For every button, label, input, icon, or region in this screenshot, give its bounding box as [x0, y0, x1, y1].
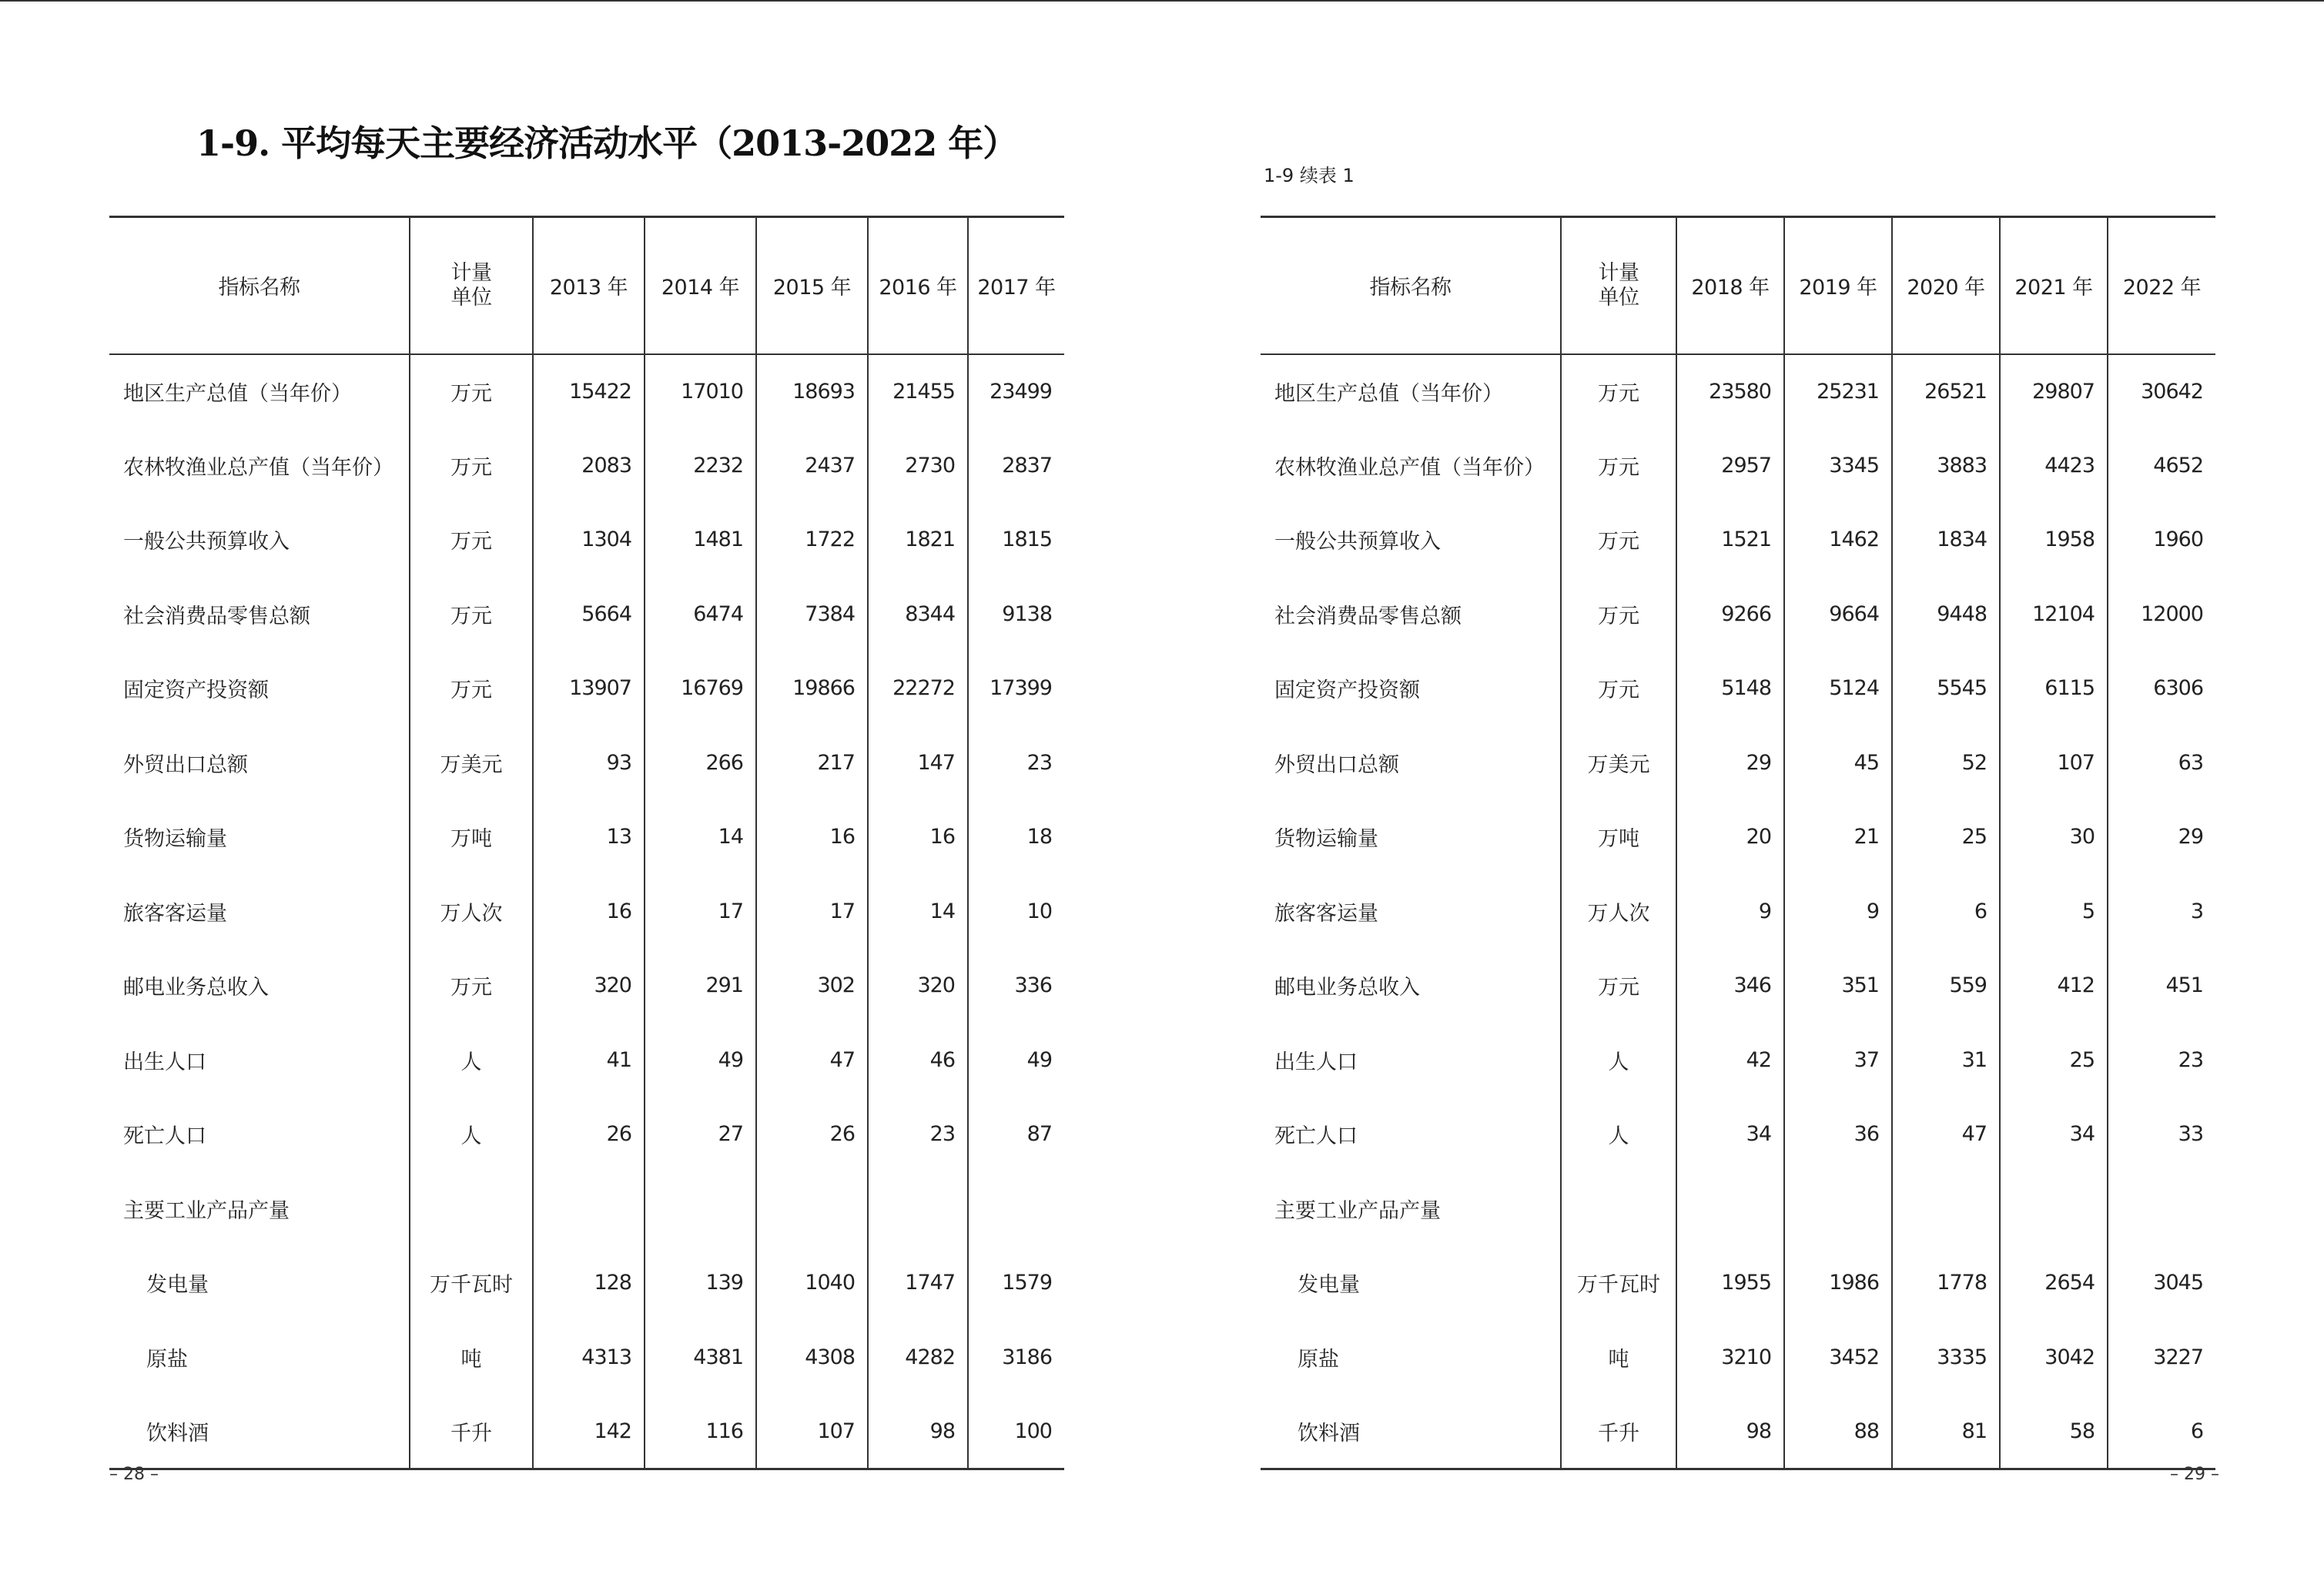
value-cell: 1722: [756, 503, 868, 578]
value-cell: 34: [2000, 1097, 2108, 1172]
value-cell: 13907: [533, 652, 645, 726]
unit-cell: 万元: [1561, 354, 1676, 429]
table-row: [1261, 1246, 2215, 1321]
value-cell: 346: [1676, 949, 1784, 1023]
value-cell: 49: [645, 1023, 756, 1097]
value-cell: 42: [1676, 1023, 1784, 1097]
value-cell: 29: [2108, 800, 2215, 875]
value-cell: [1784, 1171, 1892, 1246]
unit-cell: 万元: [1561, 949, 1676, 1023]
value-cell: 4313: [533, 1320, 645, 1395]
header-unit-line1: 计量: [1598, 260, 1639, 285]
value-cell: [533, 1171, 645, 1246]
table-row: [109, 428, 1064, 503]
value-cell: 49: [968, 1023, 1064, 1097]
value-cell: 26: [533, 1097, 645, 1172]
value-cell: 5124: [1784, 652, 1892, 726]
table-row: [1261, 800, 2215, 875]
value-cell: [756, 1171, 868, 1246]
value-cell: 320: [868, 949, 968, 1023]
value-cell: 34: [1676, 1097, 1784, 1172]
table-header-row: [1261, 217, 2215, 354]
value-cell: 2437: [756, 428, 868, 503]
value-cell: 13: [533, 800, 645, 875]
value-cell: 98: [868, 1395, 968, 1469]
indicator-name-cell: 死亡人口: [123, 1124, 206, 1149]
unit-cell: 万元: [410, 354, 533, 429]
value-cell: 16: [533, 874, 645, 949]
value-cell: 147: [868, 725, 968, 800]
indicator-name-cell: 发电量: [146, 1273, 209, 1298]
unit-cell: 万吨: [410, 800, 533, 875]
table-row: [1261, 1171, 2215, 1246]
value-cell: 3883: [1892, 428, 2000, 503]
value-cell: 45: [1784, 725, 1892, 800]
indicator-name-cell: 出生人口: [1274, 1050, 1358, 1074]
value-cell: 14: [645, 800, 756, 875]
value-cell: 33: [2108, 1097, 2215, 1172]
value-cell: 351: [1784, 949, 1892, 1023]
value-cell: 23: [868, 1097, 968, 1172]
header-indicator: 指标名称: [1261, 217, 1561, 354]
indicator-name-cell: 原盐: [1298, 1347, 1339, 1372]
value-cell: 93: [533, 725, 645, 800]
indicator-name-cell: 原盐: [146, 1347, 188, 1372]
table-row: [109, 1097, 1064, 1172]
unit-cell: 吨: [1561, 1320, 1676, 1395]
value-cell: 1958: [2000, 503, 2108, 578]
value-cell: 9448: [1892, 577, 2000, 652]
value-cell: 20: [1676, 800, 1784, 875]
value-cell: 4423: [2000, 428, 2108, 503]
value-cell: 1579: [968, 1246, 1064, 1321]
value-cell: 31: [1892, 1023, 2000, 1097]
value-cell: 3042: [2000, 1320, 2108, 1395]
value-cell: 3045: [2108, 1246, 2215, 1321]
value-cell: 14: [868, 874, 968, 949]
indicator-name-cell: 死亡人口: [1274, 1124, 1358, 1149]
statistics-table-right: [1261, 216, 2215, 1470]
value-cell: 36: [1784, 1097, 1892, 1172]
value-cell: 18: [968, 800, 1064, 875]
unit-cell: 人: [1561, 1023, 1676, 1097]
unit-cell: 千升: [410, 1395, 533, 1469]
value-cell: 451: [2108, 949, 2215, 1023]
unit-cell: 万元: [410, 949, 533, 1023]
table-row: [109, 1246, 1064, 1321]
header-indicator: 指标名称: [109, 217, 410, 354]
value-cell: 16: [756, 800, 868, 875]
indicator-name-cell: 饮料酒: [109, 1395, 410, 1469]
value-cell: 87: [968, 1097, 1064, 1172]
table-row: [109, 874, 1064, 949]
value-cell: 116: [645, 1395, 756, 1469]
value-cell: 4282: [868, 1320, 968, 1395]
page-number-right: – 29 –: [2170, 1465, 2219, 1484]
value-cell: 1986: [1784, 1246, 1892, 1321]
table-row: [1261, 652, 2215, 726]
value-cell: 1834: [1892, 503, 2000, 578]
table-row: [109, 1171, 1064, 1246]
value-cell: 25231: [1784, 354, 1892, 429]
indicator-name-cell: 外贸出口总额: [123, 752, 248, 777]
value-cell: [2108, 1171, 2215, 1246]
value-cell: 88: [1784, 1395, 1892, 1469]
value-cell: 1304: [533, 503, 645, 578]
unit-cell: 万吨: [1561, 800, 1676, 875]
value-cell: 23: [968, 725, 1064, 800]
indicator-name-cell: 地区生产总值（当年价）: [1274, 381, 1503, 406]
indicator-name-cell: 固定资产投资额: [123, 678, 269, 703]
value-cell: 9664: [1784, 577, 1892, 652]
indicator-name-cell: 货物运输量: [123, 827, 227, 852]
value-cell: 6474: [645, 577, 756, 652]
table-row: [109, 1023, 1064, 1097]
value-cell: 142: [533, 1395, 645, 1469]
value-cell: 1815: [968, 503, 1064, 578]
unit-cell: 万元: [410, 652, 533, 726]
table-row: [1261, 428, 2215, 503]
value-cell: 2654: [2000, 1246, 2108, 1321]
value-cell: 2837: [968, 428, 1064, 503]
value-cell: 128: [533, 1246, 645, 1321]
value-cell: 4652: [2108, 428, 2215, 503]
value-cell: 19866: [756, 652, 868, 726]
unit-cell: 万美元: [1561, 725, 1676, 800]
value-cell: 17: [756, 874, 868, 949]
value-cell: 58: [2000, 1395, 2108, 1469]
table-row: [1261, 354, 2215, 429]
indicator-name-cell: 货物运输量: [1274, 827, 1378, 852]
table-row: [1261, 874, 2215, 949]
table-row: [109, 725, 1064, 800]
value-cell: 291: [645, 949, 756, 1023]
table-row: [109, 949, 1064, 1023]
unit-cell: 千升: [1561, 1395, 1676, 1469]
value-cell: 26: [756, 1097, 868, 1172]
value-cell: 25: [1892, 800, 2000, 875]
indicator-name-cell: 农林牧渔业总产值（当年价）: [1274, 455, 1545, 480]
indicator-name-cell: 一般公共预算收入: [1274, 530, 1441, 554]
header-unit-line2: 单位: [450, 285, 492, 310]
header-year: 2017 年: [968, 217, 1064, 354]
value-cell: 29: [1676, 725, 1784, 800]
value-cell: 1462: [1784, 503, 1892, 578]
value-cell: 29807: [2000, 354, 2108, 429]
indicator-name-cell: 旅客客运量: [1274, 901, 1378, 926]
value-cell: 41: [533, 1023, 645, 1097]
value-cell: 2730: [868, 428, 968, 503]
indicator-name-cell: 饮料酒: [1261, 1395, 1561, 1469]
unit-cell: 万人次: [1561, 874, 1676, 949]
value-cell: 139: [645, 1246, 756, 1321]
indicator-name-cell: 发电量: [1298, 1273, 1360, 1298]
header-year: 2015 年: [756, 217, 868, 354]
unit-cell: 人: [410, 1023, 533, 1097]
value-cell: 2957: [1676, 428, 1784, 503]
table-row: [1261, 725, 2215, 800]
value-cell: 5545: [1892, 652, 2000, 726]
value-cell: 98: [1676, 1395, 1784, 1469]
unit-cell: 万美元: [410, 725, 533, 800]
value-cell: 9266: [1676, 577, 1784, 652]
value-cell: 22272: [868, 652, 968, 726]
value-cell: 17: [645, 874, 756, 949]
value-cell: 2083: [533, 428, 645, 503]
indicator-name-cell: 旅客客运量: [123, 901, 227, 926]
value-cell: 17399: [968, 652, 1064, 726]
header-year: 2014 年: [645, 217, 756, 354]
unit-cell: [1561, 1171, 1676, 1246]
value-cell: 3345: [1784, 428, 1892, 503]
value-cell: 559: [1892, 949, 2000, 1023]
value-cell: 23499: [968, 354, 1064, 429]
unit-cell: 万元: [1561, 577, 1676, 652]
table-row: [109, 1320, 1064, 1395]
unit-cell: 万元: [1561, 652, 1676, 726]
table-row: [1261, 1395, 2215, 1469]
value-cell: [645, 1171, 756, 1246]
value-cell: 320: [533, 949, 645, 1023]
value-cell: 412: [2000, 949, 2108, 1023]
value-cell: 1040: [756, 1246, 868, 1321]
value-cell: 25: [2000, 1023, 2108, 1097]
value-cell: 23580: [1676, 354, 1784, 429]
unit-cell: 吨: [410, 1320, 533, 1395]
header-year: 2021 年: [2000, 217, 2108, 354]
table-row: [1261, 503, 2215, 578]
indicator-name-cell: 邮电业务总收入: [1274, 976, 1420, 1000]
header-year: 2018 年: [1676, 217, 1784, 354]
table-row: [109, 577, 1064, 652]
value-cell: 16: [868, 800, 968, 875]
value-cell: 18693: [756, 354, 868, 429]
value-cell: 23: [2108, 1023, 2215, 1097]
indicator-name-cell: 主要工业产品产量: [1274, 1198, 1441, 1223]
value-cell: 1481: [645, 503, 756, 578]
unit-cell: 万元: [1561, 503, 1676, 578]
indicator-name-cell: 主要工业产品产量: [123, 1198, 290, 1223]
value-cell: 27: [645, 1097, 756, 1172]
value-cell: 107: [756, 1395, 868, 1469]
indicator-name-cell: 固定资产投资额: [1274, 678, 1420, 703]
header-unit-line2: 单位: [1598, 285, 1639, 310]
value-cell: 3210: [1676, 1320, 1784, 1395]
table-body-right: [1261, 354, 2215, 1469]
unit-cell: 万元: [410, 428, 533, 503]
table-body-left: [109, 354, 1064, 1469]
header-year: 2020 年: [1892, 217, 2000, 354]
unit-cell: 万千瓦时: [1561, 1246, 1676, 1321]
value-cell: [1676, 1171, 1784, 1246]
table-header-row: [109, 217, 1064, 354]
unit-cell: [410, 1171, 533, 1246]
unit-cell: 万人次: [410, 874, 533, 949]
value-cell: 5: [2000, 874, 2108, 949]
unit-cell: 万元: [410, 503, 533, 578]
value-cell: [968, 1171, 1064, 1246]
header-year: 2013 年: [533, 217, 645, 354]
header-unit: [1561, 217, 1676, 354]
value-cell: 21455: [868, 354, 968, 429]
value-cell: 1821: [868, 503, 968, 578]
table-row: [109, 652, 1064, 726]
value-cell: 4308: [756, 1320, 868, 1395]
header-unit-line1: 计量: [450, 260, 492, 285]
value-cell: 52: [1892, 725, 2000, 800]
top-border-rule: [0, 0, 2324, 2]
value-cell: 26521: [1892, 354, 2000, 429]
value-cell: 17010: [645, 354, 756, 429]
header-unit: [410, 217, 533, 354]
indicator-name-cell: 外贸出口总额: [1274, 752, 1399, 777]
table-row: [1261, 1023, 2215, 1097]
value-cell: [868, 1171, 968, 1246]
value-cell: 3452: [1784, 1320, 1892, 1395]
table-row: [109, 354, 1064, 429]
value-cell: 4381: [645, 1320, 756, 1395]
value-cell: 1747: [868, 1246, 968, 1321]
value-cell: 37: [1784, 1023, 1892, 1097]
value-cell: 336: [968, 949, 1064, 1023]
page-title: 1-9. 平均每天主要经济活动水平（2013-2022 年）: [196, 122, 1018, 164]
table-row: [1261, 1320, 2215, 1395]
statistics-table-left: [109, 216, 1064, 1470]
value-cell: 6: [1892, 874, 2000, 949]
indicator-name-cell: 一般公共预算收入: [123, 530, 290, 554]
value-cell: 10: [968, 874, 1064, 949]
table-row: [1261, 1097, 2215, 1172]
indicator-name-cell: 地区生产总值（当年价）: [123, 381, 352, 406]
value-cell: 6: [2108, 1395, 2215, 1469]
value-cell: 7384: [756, 577, 868, 652]
value-cell: [2000, 1171, 2108, 1246]
value-cell: 15422: [533, 354, 645, 429]
table-row: [1261, 949, 2215, 1023]
value-cell: 46: [868, 1023, 968, 1097]
table-row: [1261, 577, 2215, 652]
value-cell: 9138: [968, 577, 1064, 652]
indicator-name-cell: 社会消费品零售总额: [1274, 604, 1462, 628]
value-cell: 107: [2000, 725, 2108, 800]
value-cell: 12104: [2000, 577, 2108, 652]
value-cell: 30642: [2108, 354, 2215, 429]
indicator-name-cell: 邮电业务总收入: [123, 976, 269, 1000]
value-cell: 5664: [533, 577, 645, 652]
page-number-left: – 28 –: [109, 1465, 159, 1484]
table-row: [109, 503, 1064, 578]
value-cell: 266: [645, 725, 756, 800]
indicator-name-cell: 社会消费品零售总额: [123, 604, 310, 628]
value-cell: 3227: [2108, 1320, 2215, 1395]
value-cell: 9: [1676, 874, 1784, 949]
value-cell: 47: [756, 1023, 868, 1097]
value-cell: 217: [756, 725, 868, 800]
unit-cell: 人: [410, 1097, 533, 1172]
value-cell: 3186: [968, 1320, 1064, 1395]
value-cell: 16769: [645, 652, 756, 726]
table-row: [109, 800, 1064, 875]
header-year: 2022 年: [2108, 217, 2215, 354]
value-cell: 2232: [645, 428, 756, 503]
value-cell: 9: [1784, 874, 1892, 949]
value-cell: 63: [2108, 725, 2215, 800]
value-cell: 47: [1892, 1097, 2000, 1172]
value-cell: 3: [2108, 874, 2215, 949]
value-cell: 8344: [868, 577, 968, 652]
value-cell: 1960: [2108, 503, 2215, 578]
value-cell: 12000: [2108, 577, 2215, 652]
continued-table-label: 1-9 续表 1: [1264, 165, 1355, 186]
header-year: 2016 年: [868, 217, 968, 354]
indicator-name-cell: 出生人口: [123, 1050, 206, 1074]
value-cell: 6306: [2108, 652, 2215, 726]
value-cell: 302: [756, 949, 868, 1023]
unit-cell: 万元: [1561, 428, 1676, 503]
unit-cell: 万千瓦时: [410, 1246, 533, 1321]
value-cell: 1778: [1892, 1246, 2000, 1321]
value-cell: 81: [1892, 1395, 2000, 1469]
value-cell: 1955: [1676, 1246, 1784, 1321]
value-cell: 5148: [1676, 652, 1784, 726]
value-cell: [1892, 1171, 2000, 1246]
indicator-name-cell: 农林牧渔业总产值（当年价）: [123, 455, 393, 480]
table-row: [109, 1395, 1064, 1469]
unit-cell: 万元: [410, 577, 533, 652]
value-cell: 21: [1784, 800, 1892, 875]
value-cell: 1521: [1676, 503, 1784, 578]
value-cell: 3335: [1892, 1320, 2000, 1395]
unit-cell: 人: [1561, 1097, 1676, 1172]
value-cell: 30: [2000, 800, 2108, 875]
header-year: 2019 年: [1784, 217, 1892, 354]
value-cell: 100: [968, 1395, 1064, 1469]
value-cell: 6115: [2000, 652, 2108, 726]
